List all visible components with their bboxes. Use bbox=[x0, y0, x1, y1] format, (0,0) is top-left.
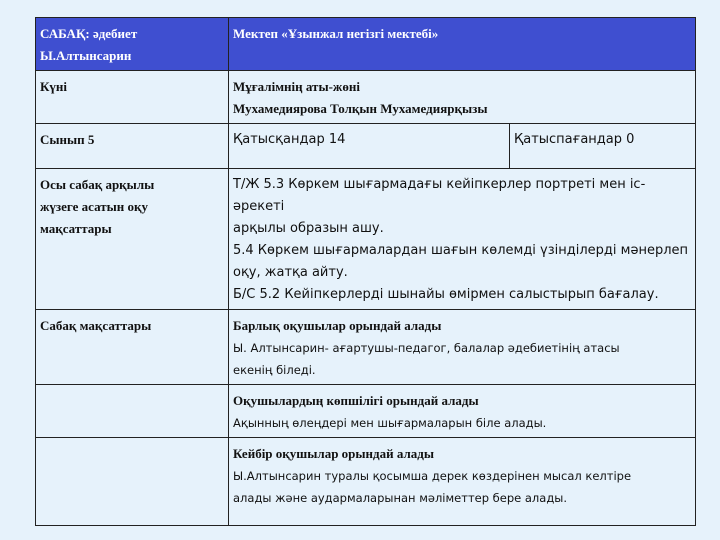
date-label: Күні bbox=[40, 79, 68, 94]
goals-most-line1: Ақынның өлеңдері мен шығармаларын біле алады. bbox=[233, 416, 547, 430]
present-cell bbox=[229, 124, 510, 169]
goals-all-title: Барлық оқушылар орындай алады bbox=[233, 318, 442, 333]
teacher-cell bbox=[229, 71, 696, 124]
class-label-cell bbox=[36, 124, 229, 169]
goals-some-line1: Ы.Алтынсарин туралы қосымша дерек көздерінен мысал келтіре bbox=[233, 469, 632, 483]
goals-all-line2: екенің біледі. bbox=[233, 363, 316, 377]
objective-line5: Б/С 5.2 Кейіпкерлерді шынайы өмірмен салыстырып бағалау. bbox=[233, 287, 659, 302]
header-row bbox=[36, 18, 696, 71]
teacher-label: Мұғалімнің аты-жөні bbox=[233, 79, 360, 94]
absent-count: Қатыспағандар 0 bbox=[514, 132, 635, 147]
goals-label-cell bbox=[36, 310, 229, 385]
objective-line1: Т/Ж 5.3 Көркем шығармадағы кейіпкерлер портреті мен іс-әрекеті bbox=[233, 177, 646, 214]
date-row bbox=[36, 71, 696, 124]
date-label-cell bbox=[36, 71, 229, 124]
goals-some-row bbox=[36, 438, 696, 526]
objectives-label-line2: жүзеге асатын оқу bbox=[40, 199, 149, 214]
lesson-subject-cell bbox=[36, 18, 229, 71]
goals-most-title: Оқушылардың көпшілігі орындай алады bbox=[233, 393, 479, 408]
school-name: Мектеп «Ұзынжал негізгі мектебі» bbox=[233, 26, 439, 41]
goals-some-line2: алады және аудармаларынан мәліметтер бере алады. bbox=[233, 491, 568, 505]
teacher-name: Мухамедиярова Толқын Мухамедиярқызы bbox=[233, 101, 488, 116]
objectives-row bbox=[36, 169, 696, 310]
objectives-label-line3: мақсаттары bbox=[40, 221, 112, 236]
objectives-cell bbox=[229, 169, 696, 310]
goals-all-cell bbox=[229, 310, 696, 385]
objectives-label-cell bbox=[36, 169, 229, 310]
lesson-plan-table bbox=[35, 17, 696, 526]
lesson-topic: Ы.Алтынсарин bbox=[40, 48, 132, 63]
goals-label: Сабақ мақсаттары bbox=[40, 318, 152, 333]
goals-some-empty-cell bbox=[36, 438, 229, 526]
class-row bbox=[36, 124, 696, 169]
goals-all-row bbox=[36, 310, 696, 385]
goals-some-cell bbox=[229, 438, 696, 526]
lesson-subject: САБАҚ: әдебиет bbox=[40, 26, 138, 41]
present-count: Қатысқандар 14 bbox=[233, 132, 346, 147]
goals-most-empty-cell bbox=[36, 385, 229, 438]
objectives-label-line1: Осы сабақ арқылы bbox=[40, 177, 155, 192]
goals-some-title: Кейбір оқушылар орындай алады bbox=[233, 446, 434, 461]
objective-line2: арқылы образын ашу. bbox=[233, 221, 384, 236]
goals-most-cell bbox=[229, 385, 696, 438]
objective-line3: 5.4 Көркем шығармалардан шағын көлемді үзінділерді мәнерлеп bbox=[233, 243, 689, 258]
class-label: Сынып 5 bbox=[40, 132, 95, 147]
goals-most-row bbox=[36, 385, 696, 438]
goals-all-line1: Ы. Алтынсарин- ағартушы-педагог, балалар әдебиетінің атасы bbox=[233, 341, 620, 355]
objective-line4: оқу, жатқа айту. bbox=[233, 265, 348, 280]
school-cell bbox=[229, 18, 696, 71]
absent-cell bbox=[510, 124, 696, 169]
